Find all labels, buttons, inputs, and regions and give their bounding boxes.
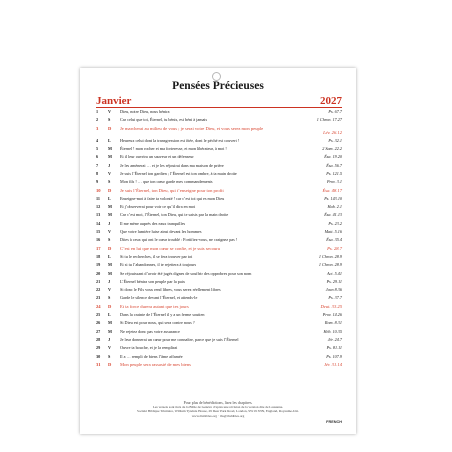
verse-reference: Ps. 143.10 (324, 195, 342, 201)
verse-row (96, 246, 342, 254)
verse-reference: 1 Chron. 28.9 (318, 253, 342, 259)
verse-reference: Act. 5.41 (326, 270, 342, 276)
day-number: 25 (96, 312, 101, 318)
weekday-letter: L (108, 253, 111, 259)
verse-reference: 2 Sam. 22.2 (322, 146, 342, 152)
verse-reference: Ésa. 48.17 (322, 187, 342, 193)
footer-line-4: www.tbsbibles.org · tbs@tbsbibles.org (191, 413, 245, 418)
verse-text: Si Dieu est pour nous, qui sera contre nous ? (120, 320, 195, 326)
verse-row (96, 117, 342, 125)
weekday-letter: M (108, 270, 112, 276)
verse-row (96, 171, 342, 179)
footer-line-2: Les versets sont tirés de la Bible de Genève d’après une révision de la version dite de Lausanne. (152, 405, 284, 410)
verse-text: L’Éternel bénira son peuple par la paix (120, 278, 185, 284)
verse-row (96, 212, 342, 220)
verse-row (96, 312, 342, 320)
verse-text: Je suis l’Éternel, ton Dieu, qui t’enseigne pour ton profit (120, 187, 224, 193)
day-number: 29 (96, 345, 101, 351)
verse-reference: Ps. 32.1 (328, 137, 342, 143)
weekday-letter: J (108, 220, 111, 226)
weekday-letter: D (108, 245, 112, 251)
day-number: 9 (96, 179, 99, 185)
weekday-letter: L (108, 312, 111, 318)
verse-reference: Ps. 121.5 (326, 170, 342, 176)
weekday-letter: M (108, 328, 112, 334)
verse-row (96, 295, 342, 303)
weekday-letter: V (108, 109, 112, 114)
verse-reference: Prov. 14.26 (322, 312, 342, 318)
weekday-letter: V (108, 345, 112, 351)
weekday-letter: S (108, 179, 111, 185)
weekday-letter: S (108, 353, 111, 359)
verse-text: Se réjouissant d’avoir été jugés dignes de souffrir des opprobres pour son nom (120, 270, 252, 276)
verse-row (96, 109, 342, 117)
verse-row (96, 329, 342, 337)
day-number: 17 (96, 245, 101, 251)
weekday-letter: J (108, 336, 111, 342)
verse-text: Mon fils ! … que ton cœur garde mes commandements (120, 179, 213, 185)
day-number: 28 (96, 336, 101, 342)
verse-reference: Jér. 24.7 (327, 336, 342, 342)
weekday-letter: D (108, 187, 112, 193)
footer-line-1: Pour plus de bénédictions, lisez les chapitres. (183, 401, 253, 405)
verse-text: Je leur donnerai un cœur pour me connaître, parce que je suis l’Éternel (120, 336, 239, 342)
verse-reference: Rom. 8.31 (324, 320, 342, 326)
verse-reference: Ésa. 56.7 (326, 162, 342, 168)
day-number: 13 (96, 212, 101, 218)
day-number: 30 (96, 353, 101, 359)
verse-text: Je suis l’Éternel ton gardien ; l’Éternel est ton ombre, à ta main droite (120, 170, 237, 176)
verse-text: Car c’est moi, l’Éternel, ton Dieu, qui te saisis par la main droite (120, 212, 229, 218)
verse-row (96, 337, 342, 345)
verse-row (96, 237, 342, 245)
day-number: 7 (96, 162, 99, 168)
verse-row (96, 163, 342, 171)
verse-row (96, 229, 342, 237)
day-number: 19 (96, 262, 101, 268)
language-label: FRENCH (326, 420, 342, 424)
verse-reference: Ps. 28.7 (327, 245, 342, 251)
day-number: 8 (96, 170, 99, 176)
verse-reference: Ps. 37.7 (328, 295, 342, 301)
weekday-letter: M (108, 146, 112, 152)
weekday-letter: M (108, 320, 112, 326)
weekday-letter: S (108, 117, 111, 123)
footer-line-3: Société Biblique Trinitaire, William Tyndale House, 29 Deer Park Road, London, SW19 3NN, England, Royaume-Uni. (137, 409, 299, 414)
verse-list (96, 109, 342, 370)
verse-reference: Ps. 81.11 (326, 345, 342, 351)
day-number: 5 (96, 146, 99, 152)
verse-text: Si tu le recherches, il se fera trouver par toi (120, 253, 193, 259)
verse-row (96, 221, 342, 229)
day-number: 26 (96, 320, 101, 326)
weekday-letter: D (108, 361, 112, 367)
calendar-title: Pensées Précieuses (172, 80, 264, 92)
day-number: 1 (96, 109, 99, 114)
verse-text: Car celui que toi, Éternel, tu bénis, est béni à jamais (120, 117, 208, 123)
header-divider (96, 107, 342, 108)
verse-row (96, 138, 342, 146)
verse-text: Et ta force durera autant que tes jours (120, 303, 189, 309)
verse-row (96, 320, 342, 328)
verse-row (96, 188, 342, 196)
verse-text: C’est en lui que mon cœur se confie, et je suis secouru (120, 245, 221, 251)
verse-row (96, 271, 342, 279)
day-number: 23 (96, 295, 101, 301)
verse-text: Dans la crainte de l’Éternel il y a un ferme soutien (120, 312, 205, 318)
weekday-letter: V (108, 229, 112, 235)
weekday-letter: D (108, 125, 112, 131)
weekday-letter: L (108, 195, 111, 201)
verse-row (96, 154, 342, 162)
verse-row (96, 146, 342, 154)
verse-text: Dites à ceux qui ont le cœur troublé : Fortifiez-vous, ne craignez pas ! (120, 237, 238, 243)
verse-row (96, 279, 342, 287)
verse-reference: Ps. 107.9 (326, 353, 342, 359)
verse-reference: Jean 8.36 (325, 287, 342, 293)
verse-row (96, 204, 342, 212)
verse-text: Que votre lumière luise ainsi devant les hommes (120, 229, 202, 235)
day-number: 10 (96, 187, 101, 193)
verse-row (96, 262, 342, 270)
verse-reference: Jér. 31.14 (324, 361, 342, 367)
verse-text: Je les amènerai … et je les réjouirai dans ma maison de prière (120, 162, 224, 168)
verse-text: Garde le silence devant l’Éternel, et attends-le (120, 295, 198, 301)
verse-row (96, 179, 342, 187)
year-label: 2027 (320, 95, 342, 107)
verse-text: Dieu, notre Dieu, nous bénira (120, 109, 170, 114)
weekday-letter: M (108, 212, 112, 218)
weekday-letter: M (108, 204, 112, 210)
month-header (96, 95, 342, 107)
weekday-letter: D (108, 303, 112, 309)
day-number: 15 (96, 229, 101, 235)
verse-text: Mon peuple sera rassasié de mes biens (120, 361, 191, 367)
verse-text: Je marcherai au milieu de vous ; je serai votre Dieu, et vous serez mon peuple (120, 125, 264, 131)
verse-row (96, 254, 342, 262)
verse-row (96, 126, 342, 138)
verse-row (96, 362, 342, 370)
verse-text: Ouvre ta bouche, et je la remplirai (120, 345, 178, 351)
weekday-letter: V (108, 170, 112, 176)
verse-text: Heureux celui dont la transgression est ôtée, dont le péché est couvert ! (120, 137, 240, 143)
verse-reference: Ps. 23.2 (328, 220, 342, 226)
weekday-letter: V (108, 287, 112, 293)
weekday-letter: L (108, 137, 111, 143)
verse-reference: Prov. 3.1 (326, 179, 342, 185)
verse-reference: Lév. 26.12 (323, 129, 342, 135)
day-number: 18 (96, 253, 101, 259)
verse-row (96, 196, 342, 204)
day-number: 3 (96, 125, 99, 131)
day-number: 14 (96, 220, 101, 226)
day-number: 11 (96, 195, 100, 201)
day-number: 16 (96, 237, 101, 243)
weekday-letter: J (108, 278, 111, 284)
verse-reference: Matt. 5.16 (324, 229, 342, 235)
verse-reference: Hab. 2.1 (327, 204, 342, 210)
day-number: 2 (96, 117, 99, 123)
verse-reference: 1 Chron. 28.9 (318, 262, 342, 268)
verse-reference: Ésa. 35.4 (326, 237, 342, 243)
day-number: 27 (96, 328, 101, 334)
verse-text: Ne rejetez donc pas votre assurance (120, 328, 180, 334)
verse-text: Enseigne-moi à faire ta volonté ! car c’est toi qui es mon Dieu (120, 195, 225, 201)
day-number: 4 (96, 137, 99, 143)
verse-text: Il me mène auprès des eaux tranquilles (120, 220, 186, 226)
month-label: Janvier (96, 95, 132, 107)
verse-text: Éternel ! mon rocher et ma forteresse, et mon libérateur, à moi ! (120, 146, 227, 152)
verse-reference: Ésa. 19.20 (324, 154, 342, 160)
verse-row (96, 304, 342, 312)
day-number: 24 (96, 303, 101, 309)
calendar-sheet (80, 68, 356, 434)
verse-text: Si donc le Fils vous rend libres, vous serez réellement libres (120, 287, 221, 293)
verse-row (96, 287, 342, 295)
weekday-letter: M (108, 262, 112, 268)
verse-reference: Ps. 67.7 (328, 109, 342, 114)
verse-text: Et j’observerai pour voir ce qu’il dira en moi (120, 204, 196, 210)
verse-reference: 1 Chron. 17.27 (316, 117, 342, 123)
verse-row (96, 345, 342, 353)
day-number: 20 (96, 270, 101, 276)
day-number: 12 (96, 204, 101, 210)
day-number: 6 (96, 154, 99, 160)
verse-text: Et si tu l’abandonnes, il te rejettera à toujours (120, 262, 197, 268)
footer-notes (92, 401, 344, 418)
weekday-letter: M (108, 154, 112, 160)
day-number: 22 (96, 287, 101, 293)
weekday-letter: J (108, 162, 111, 168)
verse-reference: Ps. 29.11 (326, 278, 342, 284)
verse-text: Il a … rempli de biens l’âme affamée (120, 353, 183, 359)
verse-reference: Héb. 10.35 (323, 328, 342, 334)
verse-row (96, 354, 342, 362)
day-number: 21 (96, 278, 101, 284)
day-number: 31 (96, 361, 101, 367)
weekday-letter: S (108, 237, 111, 243)
verse-reference: Ésa. 41.13 (324, 212, 342, 218)
weekday-letter: S (108, 295, 111, 301)
verse-reference: Deut. 33.25 (320, 303, 342, 309)
verse-text: Et il leur ouvrira un sauveur et un défenseur (120, 154, 194, 160)
